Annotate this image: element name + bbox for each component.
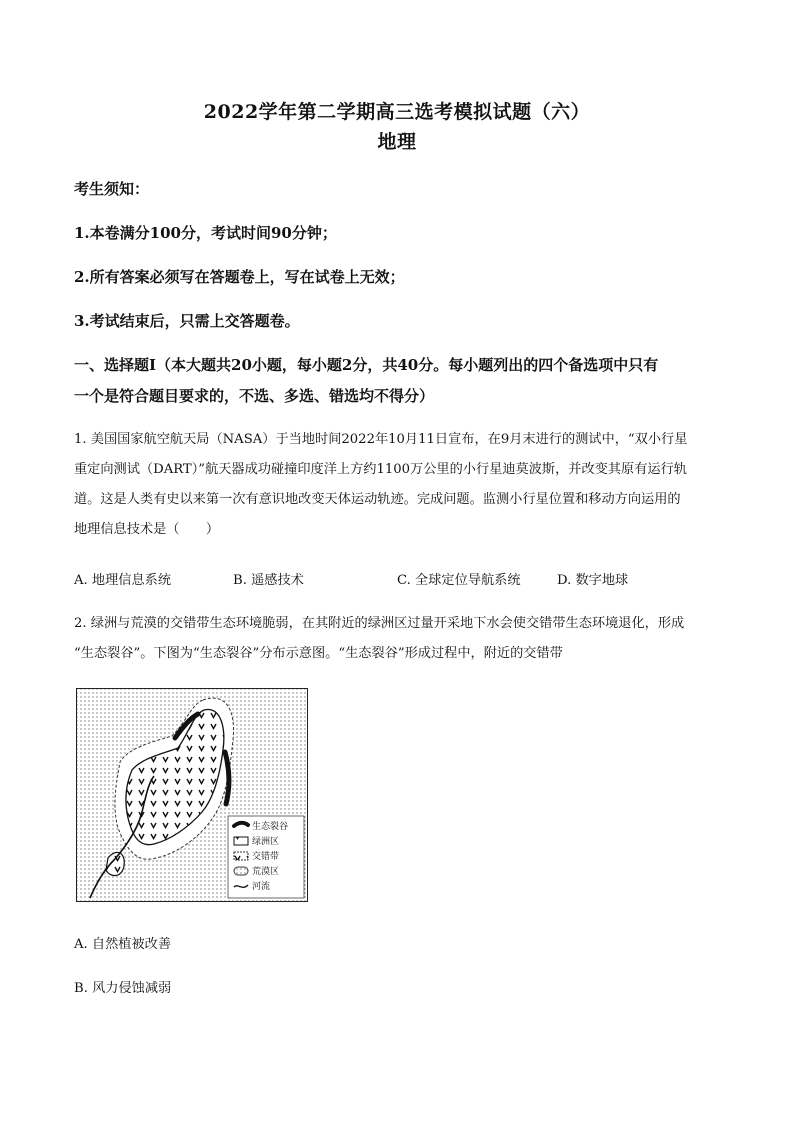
question-1-stem bbox=[74, 425, 724, 545]
legend-label-rift: 生态裂谷 bbox=[252, 822, 289, 832]
legend-desert-symbol bbox=[234, 867, 248, 875]
q1-option-b: B. 遥感技术 bbox=[233, 573, 304, 588]
notice-heading: 考生须知： bbox=[74, 180, 150, 198]
subject-title: 地理 bbox=[377, 131, 417, 153]
question-1-line: 地理信息技术是（ ） bbox=[74, 522, 220, 537]
legend-oasis-symbol bbox=[234, 837, 248, 845]
question-2-line: “生态裂谷”。下图为“生态裂谷”分布示意图。“生态裂谷”形成过程中，附近的交错带 bbox=[74, 646, 563, 661]
notice-item-2: 2.所有答案必须写在答题卷上，写在试卷上无效； bbox=[74, 268, 405, 286]
legend-label-oasis: 绿洲区 bbox=[252, 837, 280, 847]
question-2-stem bbox=[74, 609, 724, 669]
notice-item-1: 1.本卷满分100分，考试时间90分钟； bbox=[74, 224, 337, 242]
section1-line1: 一、选择题Ⅰ（本大题共20小题，每小题2分，共40分。每小题列出的四个备选项中只有 bbox=[74, 356, 659, 374]
question-2-line: 2. 绿洲与荒漠的交错带生态环境脆弱，在其附近的绿洲区过量开采地下水会使交错带生态环境退化，形成 bbox=[74, 616, 685, 631]
exam-title: 2022学年第二学期高三选考模拟试题（六） bbox=[203, 101, 591, 123]
ecological-rift-map bbox=[76, 688, 308, 902]
question-1-line: 道。这是人类有史以来第一次有意识地改变天体运动轨迹。完成问题。监测小行星位置和移动方向运用的 bbox=[74, 492, 681, 507]
legend-transition-symbol bbox=[234, 852, 248, 860]
question-1-line: 重定向测试（DART）”航天器成功碰撞印度洋上方约1100万公里的小行星迪莫波斯，并改变其原有运行轨 bbox=[74, 462, 687, 477]
q2-option-b: B. 风力侵蚀减弱 bbox=[74, 981, 172, 996]
legend-label-river: 河流 bbox=[252, 882, 271, 892]
question-1-line: 1. 美国国家航空航天局（NASA）于当地时间2022年10月11日宣布，在9月末进行的测试中，“双小行星 bbox=[74, 432, 688, 447]
q1-option-a: A. 地理信息系统 bbox=[74, 573, 172, 588]
q2-option-a: A. 自然植被改善 bbox=[74, 937, 172, 952]
legend-label-desert: 荒漠区 bbox=[252, 867, 280, 877]
legend-label-transition: 交错带 bbox=[252, 852, 280, 862]
q1-option-d: D. 数字地球 bbox=[557, 573, 629, 588]
notice-item-3: 3.考试结束后，只需上交答题卷。 bbox=[74, 312, 300, 330]
section1-line2: 一个是符合题目要求的，不选、多选、错选均不得分） bbox=[74, 387, 435, 405]
q1-option-c: C. 全球定位导航系统 bbox=[397, 573, 521, 588]
